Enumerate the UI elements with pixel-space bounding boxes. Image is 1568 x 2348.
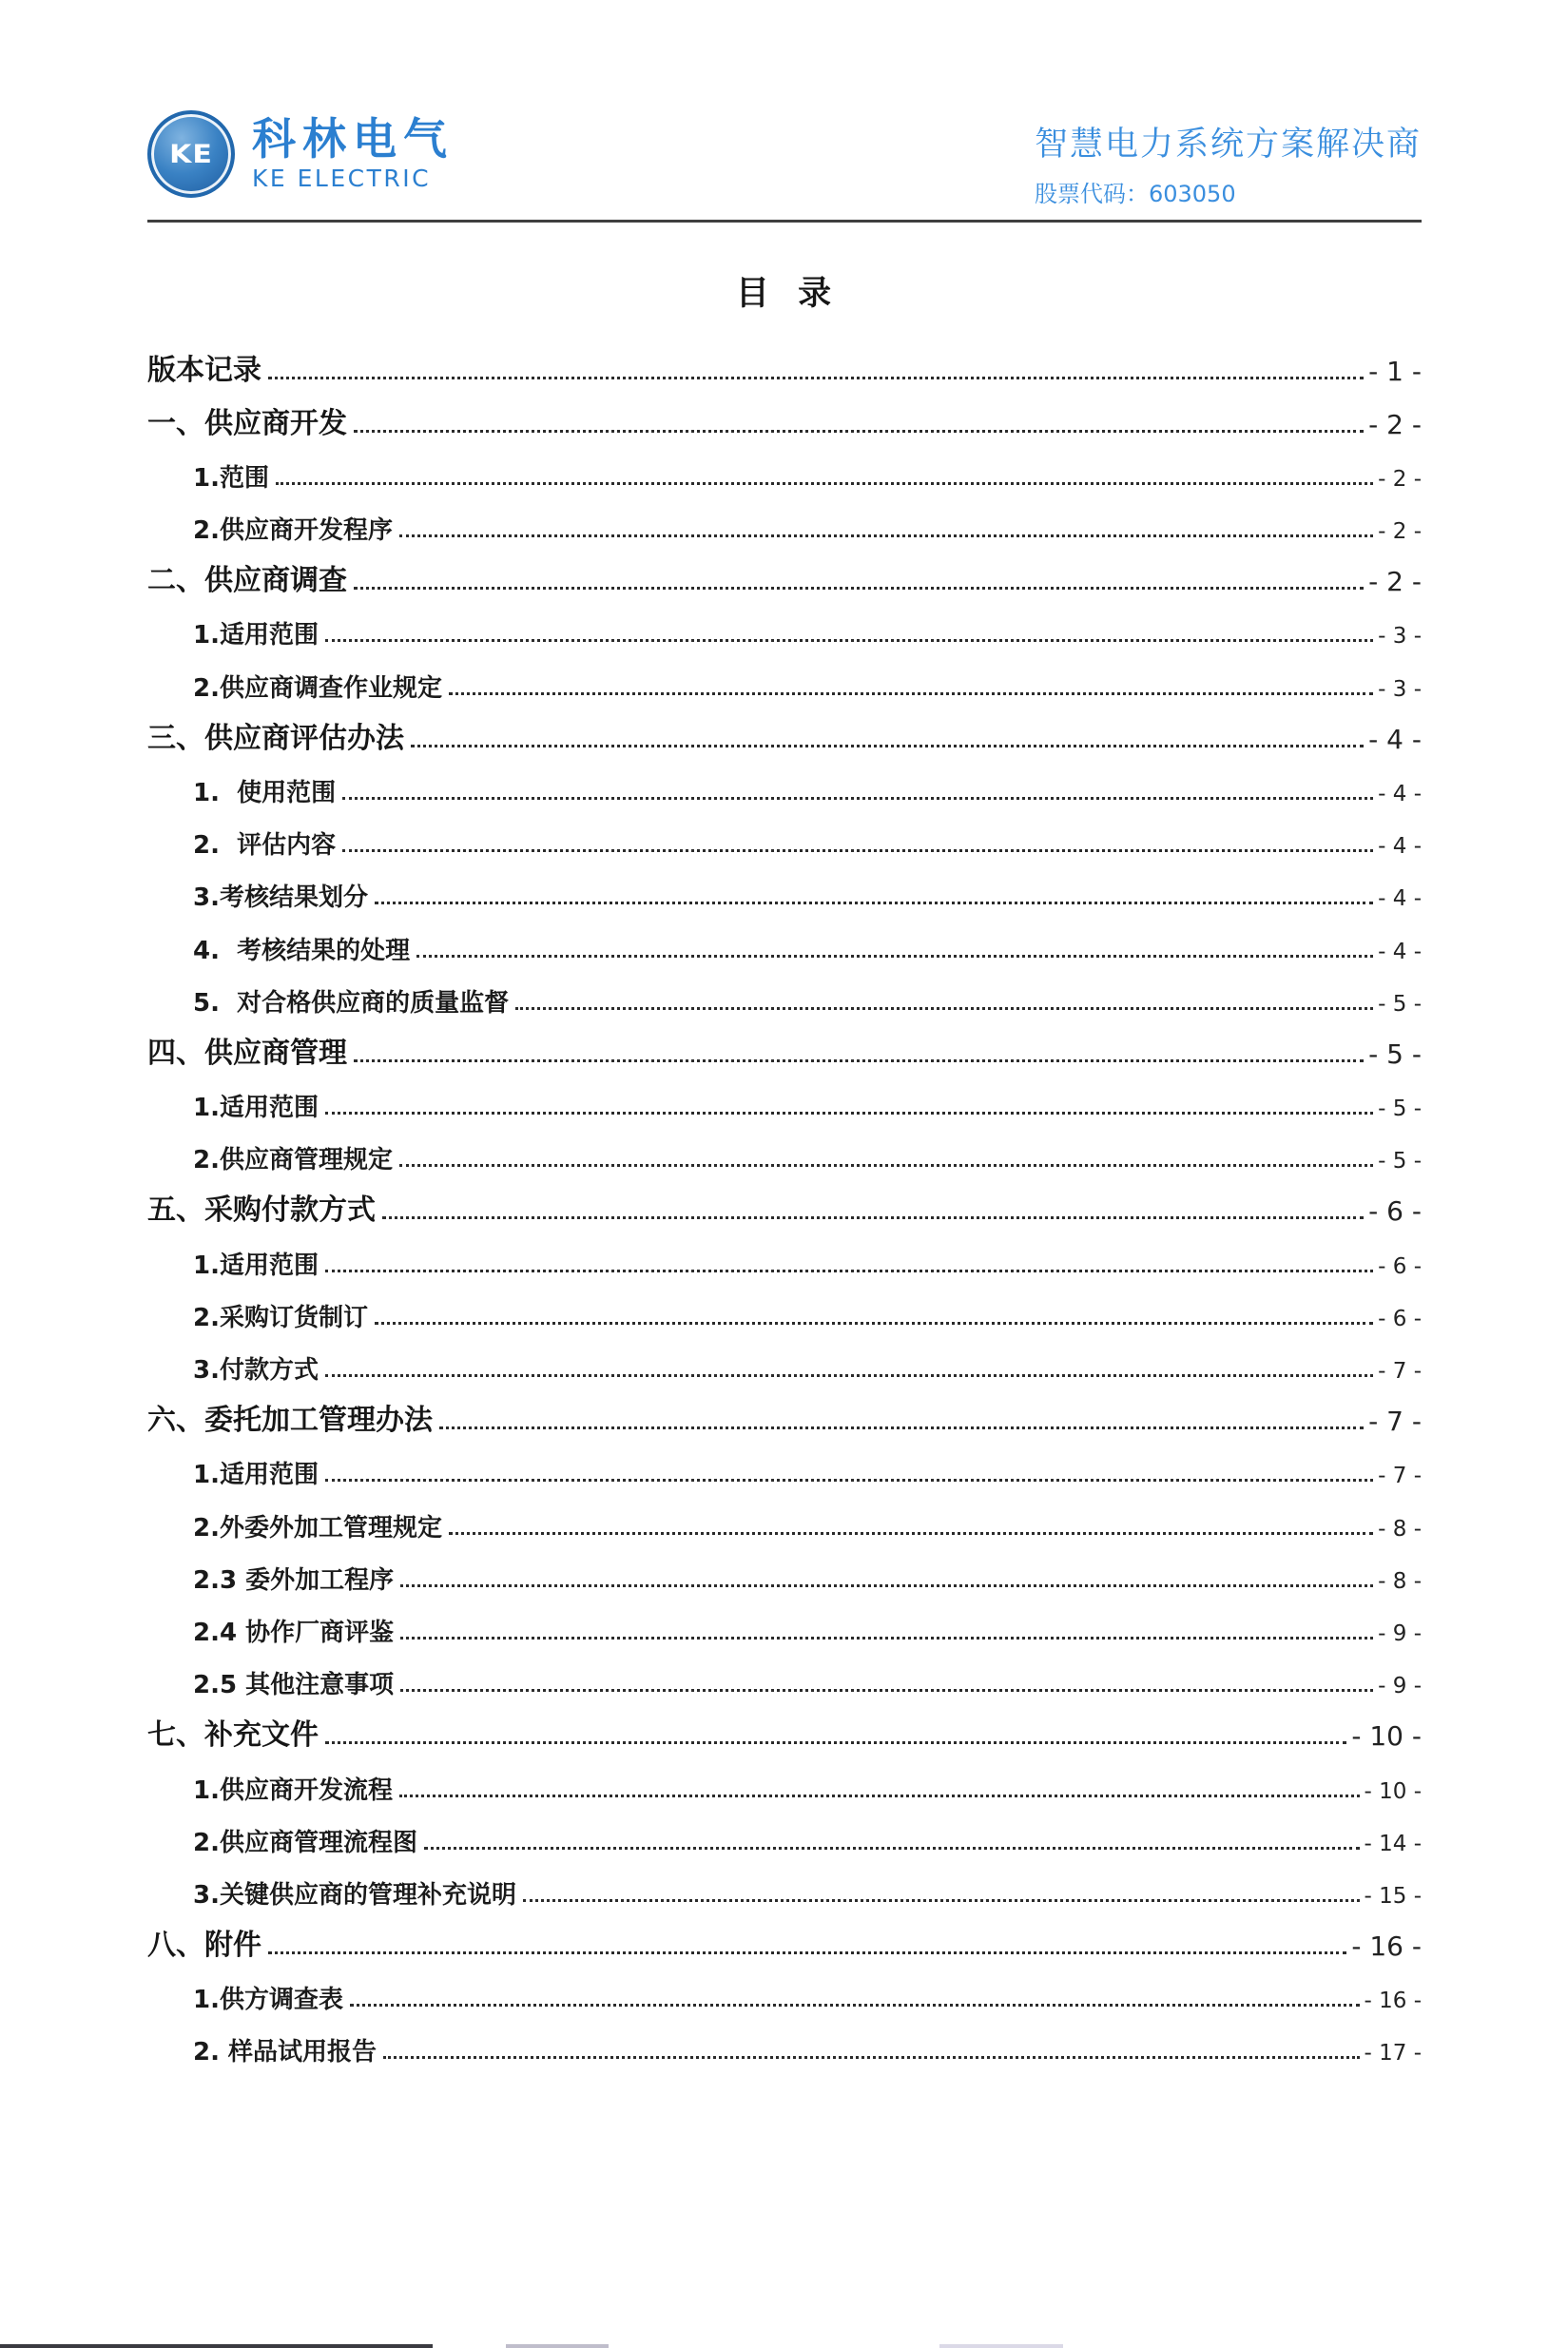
dot-leader — [350, 2004, 1360, 2007]
dot-leader — [383, 2056, 1359, 2059]
toc-entry-label: 2.3 委外加工程序 — [193, 1565, 395, 1595]
toc-entry-page: - 8 - — [1378, 1568, 1422, 1594]
toc-entry-label: 2.供应商开发程序 — [193, 516, 393, 545]
toc-entry — [147, 2019, 1422, 2071]
toc-entry — [147, 1179, 1422, 1232]
toc-entry — [147, 1967, 1422, 2019]
toc-entry-page: - 5 - — [1378, 991, 1422, 1017]
toc-entry-label: 2.供应商调查作业规定 — [193, 673, 442, 703]
toc-entry-page: - 7 - — [1368, 1406, 1422, 1438]
dot-leader — [268, 377, 1364, 379]
toc-entry-page: - 16 - — [1351, 1931, 1422, 1963]
toc-entry-page: - 4 - — [1378, 939, 1422, 964]
toc-entry-page: - 2 - — [1378, 466, 1422, 492]
scan-artifact — [0, 2344, 433, 2348]
toc-entry — [147, 1914, 1422, 1967]
toc-entry — [147, 445, 1422, 497]
dot-leader — [424, 1847, 1360, 1850]
scan-artifact — [506, 2344, 609, 2348]
toc-entry — [147, 1232, 1422, 1284]
toc-entry — [147, 1652, 1422, 1704]
dot-leader — [399, 1164, 1373, 1167]
toc-entry — [147, 1704, 1422, 1756]
dot-leader — [268, 1951, 1346, 1954]
toc-entry-label: 版本记录 — [147, 354, 261, 388]
toc-entry-label: 二、供应商调查 — [147, 564, 347, 598]
document-page — [0, 110, 1568, 2348]
dot-leader — [523, 1899, 1360, 1902]
toc-entry-label: 3.付款方式 — [193, 1356, 319, 1385]
dot-leader — [400, 1584, 1373, 1587]
toc-entry-label: 1.适用范围 — [193, 1461, 319, 1490]
toc-entry — [147, 1547, 1422, 1600]
toc-entry — [147, 1075, 1422, 1127]
dot-leader — [449, 692, 1373, 695]
toc-entry — [147, 1810, 1422, 1862]
page-header — [147, 110, 1422, 208]
toc-entry — [147, 1389, 1422, 1442]
toc-entry-page: - 5 - — [1378, 1149, 1422, 1174]
toc-entry — [147, 812, 1422, 864]
toc-entry-page: - 6 - — [1378, 1306, 1422, 1331]
dot-leader — [375, 902, 1373, 904]
toc-entry-label: 1.供方调查表 — [193, 1986, 343, 2015]
toc-entry-page: - 4 - — [1378, 781, 1422, 806]
toc-entry — [147, 654, 1422, 707]
toc-entry — [147, 550, 1422, 602]
toc-entry-label: 三、供应商评估办法 — [147, 721, 404, 755]
toc-entry-label: 3.关键供应商的管理补充说明 — [193, 1880, 516, 1910]
toc-entry-page: - 4 - — [1378, 834, 1422, 860]
toc-entry — [147, 917, 1422, 969]
toc-title: 目 录 — [735, 275, 834, 314]
dot-leader — [411, 745, 1364, 747]
toc-entry-label: 七、补充文件 — [147, 1718, 319, 1753]
toc-entry-page: - 9 - — [1378, 1674, 1422, 1699]
toc-entry-page: - 2 - — [1378, 519, 1422, 544]
toc-entry-page: - 15 - — [1364, 1883, 1422, 1909]
toc-entry-label: 2.供应商管理规定 — [193, 1146, 393, 1175]
toc-entry-page: - 9 - — [1378, 1620, 1422, 1646]
toc-entry-label: 1.适用范围 — [193, 1251, 319, 1280]
toc-entry-page: - 6 - — [1378, 1253, 1422, 1279]
toc-entry-label: 1.供应商开发流程 — [193, 1776, 393, 1805]
toc-entry-label: 1.适用范围 — [193, 621, 319, 650]
toc-entry-page: - 1 - — [1368, 356, 1422, 388]
toc-entry — [147, 1862, 1422, 1914]
company-logo — [147, 110, 454, 198]
dot-leader — [399, 1795, 1360, 1797]
toc-entry-page: - 5 - — [1368, 1038, 1422, 1070]
toc-entry — [147, 602, 1422, 654]
toc-entry-label: 3.考核结果划分 — [193, 883, 368, 913]
toc-entry — [147, 1127, 1422, 1179]
toc-entry-label: 2.5 其他注意事项 — [193, 1671, 395, 1700]
toc-entry-label: 2. 样品试用报告 — [193, 2038, 377, 2067]
toc-entry — [147, 392, 1422, 444]
toc-entry-label: 1.范围 — [193, 463, 269, 493]
toc-entry — [147, 1337, 1422, 1389]
toc-entry-label: 1.适用范围 — [193, 1094, 319, 1123]
company-name-cn: 科林电气 — [252, 112, 454, 165]
toc-entry-label: 4. 考核结果的处理 — [193, 936, 411, 965]
toc-entry-page: - 2 - — [1368, 408, 1422, 440]
dot-leader — [325, 639, 1373, 642]
dot-leader — [325, 1741, 1346, 1744]
toc-entry — [147, 497, 1422, 550]
toc-entry-page: - 14 - — [1364, 1831, 1422, 1856]
toc-entry-label: 四、供应商管理 — [147, 1036, 347, 1070]
toc-entry — [147, 1494, 1422, 1546]
dot-leader — [399, 534, 1373, 537]
dot-leader — [276, 482, 1373, 485]
dot-leader — [325, 1479, 1373, 1482]
dot-leader — [342, 797, 1373, 800]
dot-leader — [325, 1374, 1373, 1377]
logo-text — [252, 112, 454, 194]
toc-entry — [147, 864, 1422, 917]
toc-entry-page: - 16 - — [1364, 1989, 1422, 2014]
toc-entry-label: 1. 使用范围 — [193, 778, 337, 807]
toc-entry-page: - 5 - — [1378, 1096, 1422, 1122]
toc-entry-page: - 10 - — [1351, 1720, 1422, 1753]
toc-entry-page: - 17 - — [1364, 2041, 1422, 2067]
dot-leader — [400, 1689, 1373, 1692]
toc-entry-page: - 10 - — [1364, 1778, 1422, 1804]
toc-entry-label: 2. 评估内容 — [193, 831, 337, 861]
toc-entry — [147, 1285, 1422, 1337]
header-divider — [147, 220, 1422, 223]
company-name-en: KE ELECTRIC — [252, 165, 432, 193]
logo-monogram: KE — [169, 139, 213, 169]
toc-entry — [147, 340, 1422, 392]
toc-entry — [147, 1756, 1422, 1809]
toc-entry — [147, 970, 1422, 1022]
toc-entry-label: 八、附件 — [147, 1929, 261, 1963]
dot-leader — [439, 1426, 1364, 1429]
dot-leader — [354, 587, 1364, 590]
header-right — [1035, 126, 1422, 208]
toc-entry-page: - 4 - — [1378, 886, 1422, 912]
dot-leader — [342, 849, 1373, 852]
toc-entry-page: - 3 - — [1378, 624, 1422, 650]
toc-entry — [147, 708, 1422, 760]
toc-entry-label: 5. 对合格供应商的质量监督 — [193, 988, 510, 1018]
toc-entry-label: 五、采购付款方式 — [147, 1193, 376, 1228]
dot-leader — [382, 1216, 1364, 1219]
toc-entry-page: - 8 - — [1378, 1516, 1422, 1542]
dot-leader — [375, 1322, 1373, 1325]
dot-leader — [354, 1059, 1364, 1062]
toc-entry-page: - 2 - — [1368, 566, 1422, 598]
toc-entry-label: 2.供应商管理流程图 — [193, 1828, 417, 1857]
toc-entry-label: 2.4 协作厂商评鉴 — [193, 1618, 395, 1647]
scan-artifact — [939, 2344, 1063, 2348]
dot-leader — [325, 1270, 1373, 1272]
toc-entry-page: - 6 - — [1368, 1195, 1422, 1228]
toc-entry — [147, 1022, 1422, 1075]
toc-list — [147, 340, 1422, 2071]
company-tagline: 智慧电力系统方案解决商 — [1034, 126, 1422, 164]
dot-leader — [416, 955, 1373, 958]
toc-entry — [147, 1442, 1422, 1494]
dot-leader — [515, 1007, 1373, 1010]
dot-leader — [354, 430, 1364, 433]
toc-entry — [147, 1600, 1422, 1652]
dot-leader — [400, 1637, 1373, 1640]
toc-entry — [147, 760, 1422, 812]
dot-leader — [449, 1532, 1373, 1535]
ke-logo-icon — [147, 110, 235, 198]
toc-entry-page: - 3 - — [1378, 676, 1422, 702]
toc-entry-label: 六、委托加工管理办法 — [147, 1404, 433, 1438]
toc-entry-label: 2.采购订货制订 — [193, 1303, 368, 1332]
toc-entry-label: 一、供应商开发 — [147, 406, 347, 440]
stock-code: 股票代码：603050 — [1034, 181, 1236, 208]
toc-entry-page: - 7 - — [1378, 1464, 1422, 1489]
toc-entry-page: - 4 - — [1368, 723, 1422, 755]
dot-leader — [325, 1112, 1373, 1115]
toc-entry-label: 2.外委外加工管理规定 — [193, 1513, 442, 1543]
toc-entry-page: - 7 - — [1378, 1359, 1422, 1384]
